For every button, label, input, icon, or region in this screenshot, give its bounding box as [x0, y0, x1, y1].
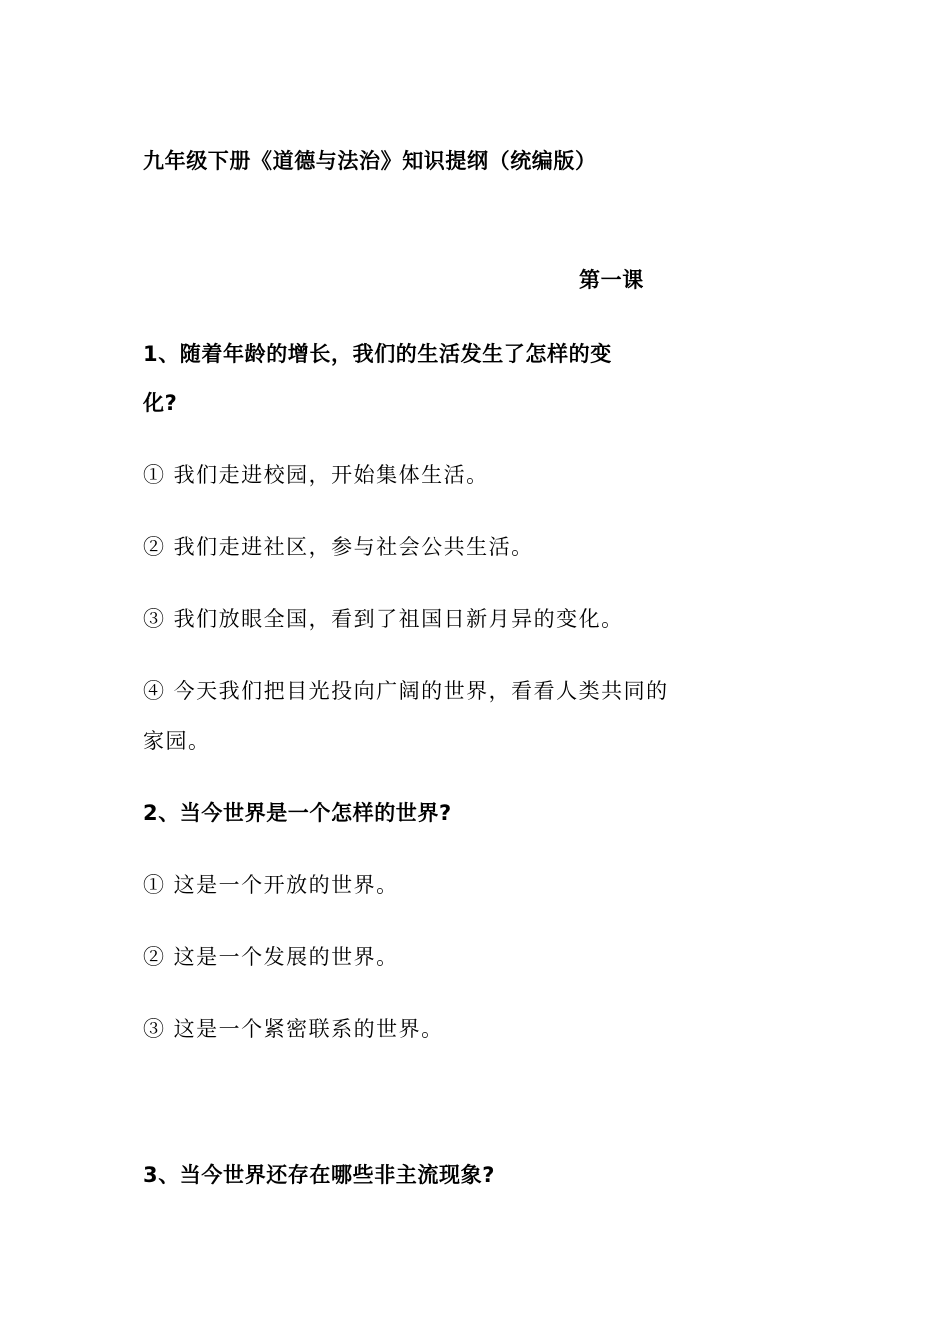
question-1-answer-2: ② 我们走进社区，参与社会公共生活。	[143, 535, 534, 559]
question-2: 2、当今世界是一个怎样的世界?	[143, 801, 452, 825]
document-title: 九年级下册《道德与法治》知识提纲（统编版）	[143, 149, 597, 173]
question-1-answer-4-line-1: ④ 今天我们把目光投向广阔的世界，看看人类共同的	[143, 679, 669, 703]
question-2-answer-2: ② 这是一个发展的世界。	[143, 945, 399, 969]
question-2-answer-1: ① 这是一个开放的世界。	[143, 873, 399, 897]
question-1-answer-1: ① 我们走进校园，开始集体生活。	[143, 463, 489, 487]
question-3: 3、当今世界还存在哪些非主流现象?	[143, 1163, 495, 1187]
question-1-line-1: 1、随着年龄的增长，我们的生活发生了怎样的变	[143, 342, 612, 366]
question-1-answer-4-line-2: 家园。	[143, 729, 211, 753]
question-1-line-2: 化?	[143, 391, 178, 415]
question-2-answer-3: ③ 这是一个紧密联系的世界。	[143, 1017, 444, 1041]
lesson-title: 第一课	[579, 268, 644, 292]
question-1-answer-3: ③ 我们放眼全国，看到了祖国日新月异的变化。	[143, 607, 624, 631]
